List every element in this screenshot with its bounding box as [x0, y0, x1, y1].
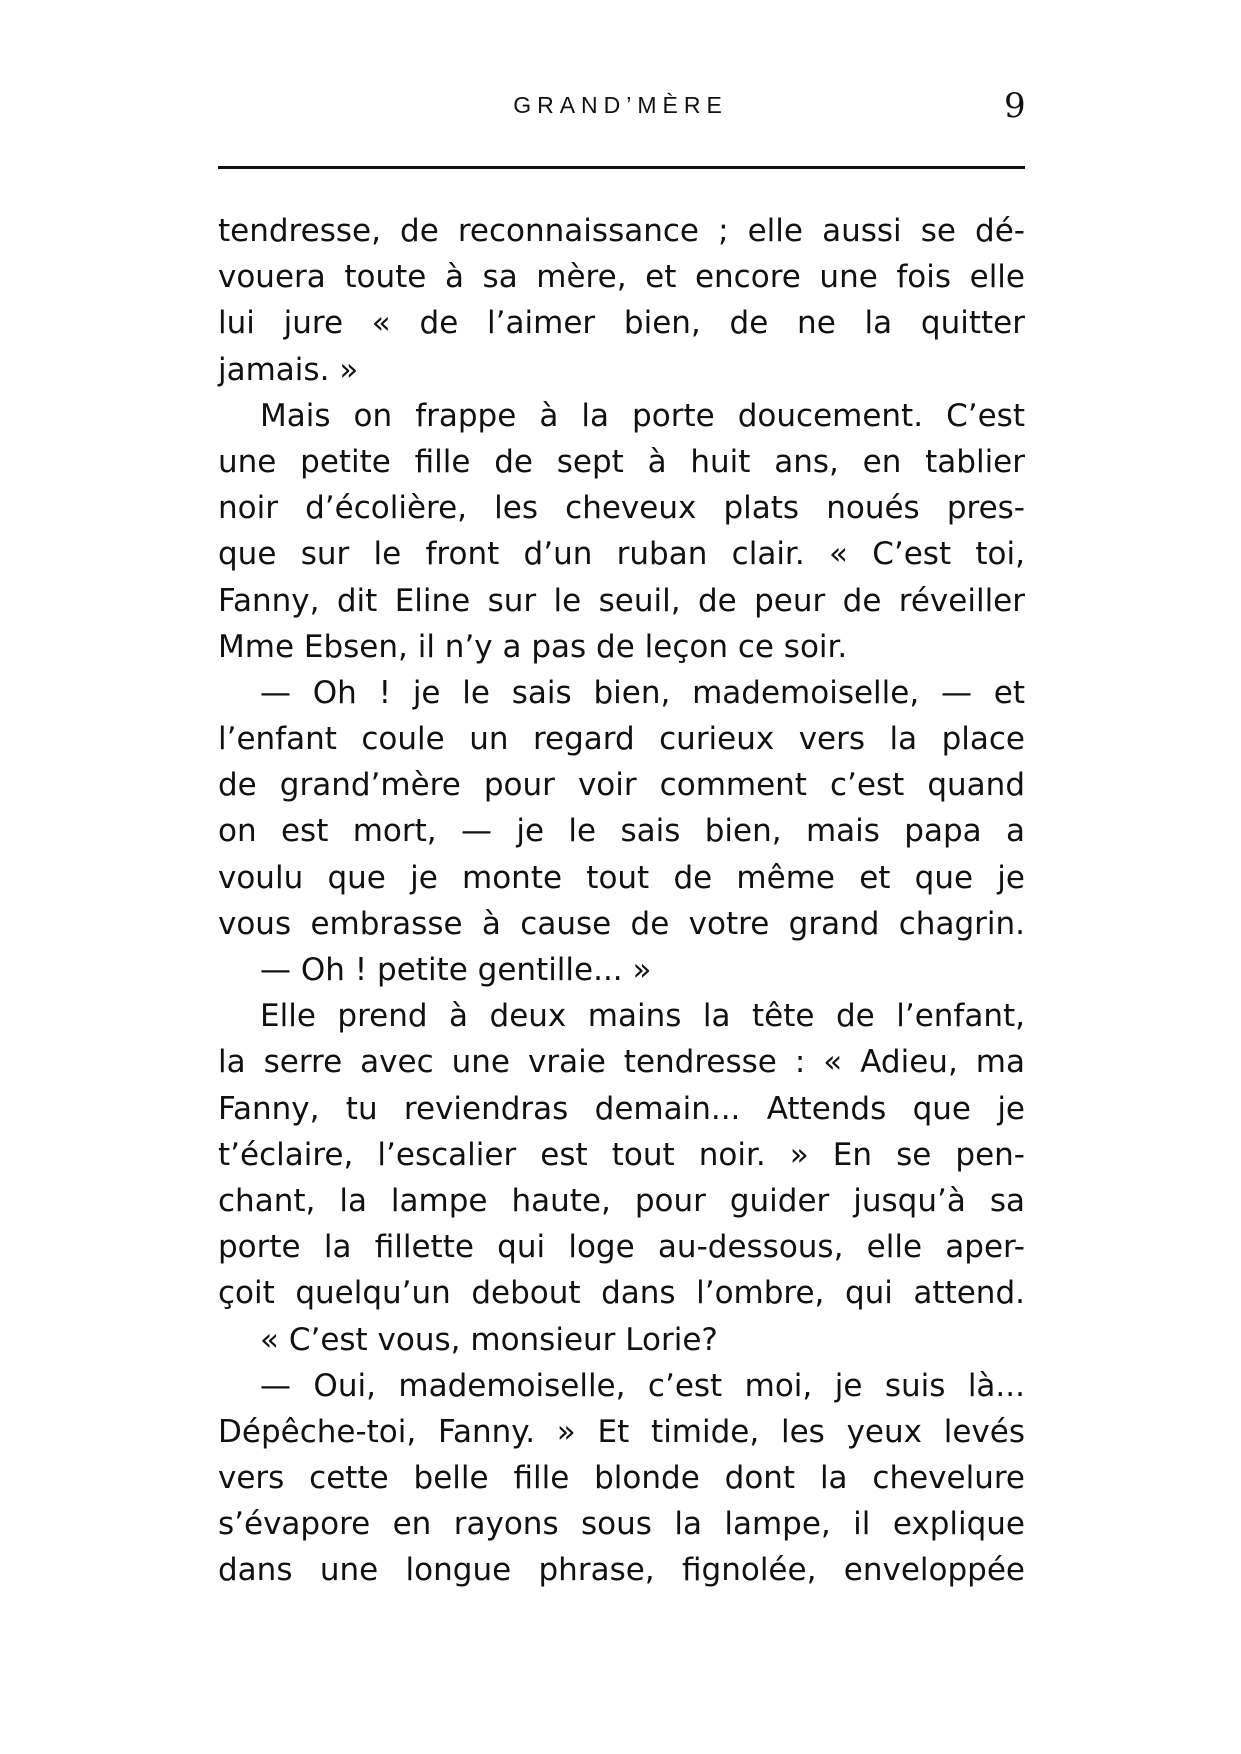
- text-line: vers cette belle fille blonde dont la chevelure: [218, 1460, 1025, 1497]
- text-line: de grand’mère pour voir comment c’est quand: [218, 767, 1025, 804]
- text-line: que sur le front d’un ruban clair. « C’est toi,: [218, 536, 1025, 573]
- text-line: — Oh ! je le sais bien, mademoiselle, — et: [260, 674, 1025, 711]
- page-number: 9: [1004, 86, 1026, 126]
- text-line: une petite fille de sept à huit ans, en tablier: [218, 443, 1025, 480]
- body-text: [218, 208, 1025, 1594]
- text-line: Fanny, dit Eline sur le seuil, de peur de réveiller: [218, 582, 1025, 619]
- text-line: lui jure « de l’aimer bien, de ne la quitter: [218, 305, 1025, 342]
- text-line: — Oui, mademoiselle, c’est moi, je suis là...: [260, 1367, 1025, 1404]
- text-line: « C’est vous, monsieur Lorie?: [260, 1321, 718, 1358]
- running-header-title: GRAND’MÈRE: [513, 92, 728, 118]
- text-line: t’éclaire, l’escalier est tout noir. » En se pen-: [218, 1136, 1025, 1173]
- text-line: vous embrasse à cause de votre grand chagrin.: [218, 905, 1025, 942]
- text-line: noir d’écolière, les cheveux plats noués pres-: [218, 490, 1025, 527]
- text-line: çoit quelqu’un debout dans l’ombre, qui attend.: [218, 1275, 1025, 1312]
- text-line: Mme Ebsen, il n’y a pas de leçon ce soir.: [218, 628, 848, 665]
- text-line: — Oh ! petite gentille... »: [260, 952, 652, 988]
- text-line: on est mort, — je le sais bien, mais papa a: [218, 813, 1025, 850]
- text-line: s’évapore en rayons sous la lampe, il explique: [218, 1506, 1025, 1543]
- text-line: porte la fillette qui loge au-dessous, elle aper-: [218, 1229, 1025, 1266]
- text-line: voulu que je monte tout de même et que je: [218, 859, 1025, 896]
- text-line: dans une longue phrase, fignolée, enveloppée: [218, 1552, 1025, 1589]
- text-line: tendresse, de reconnaissance ; elle aussi se dé-: [218, 213, 1025, 249]
- text-line: jamais. »: [218, 351, 359, 388]
- header-rule: [218, 166, 1025, 169]
- text-line: Elle prend à deux mains la tête de l’enfant,: [260, 998, 1025, 1035]
- text-line: Fanny, tu reviendras demain... Attends que je: [218, 1090, 1025, 1127]
- text-line: Mais on frappe à la porte doucement. C’est: [260, 397, 1025, 434]
- text-line: l’enfant coule un regard curieux vers la place: [218, 721, 1025, 758]
- text-line: Dépêche-toi, Fanny. » Et timide, les yeux levés: [218, 1413, 1025, 1450]
- text-line: la serre avec une vraie tendresse : « Adieu, ma: [218, 1044, 1025, 1081]
- text-line: chant, la lampe haute, pour guider jusqu’à sa: [218, 1182, 1025, 1219]
- text-line: vouera toute à sa mère, et encore une fois elle: [218, 259, 1025, 296]
